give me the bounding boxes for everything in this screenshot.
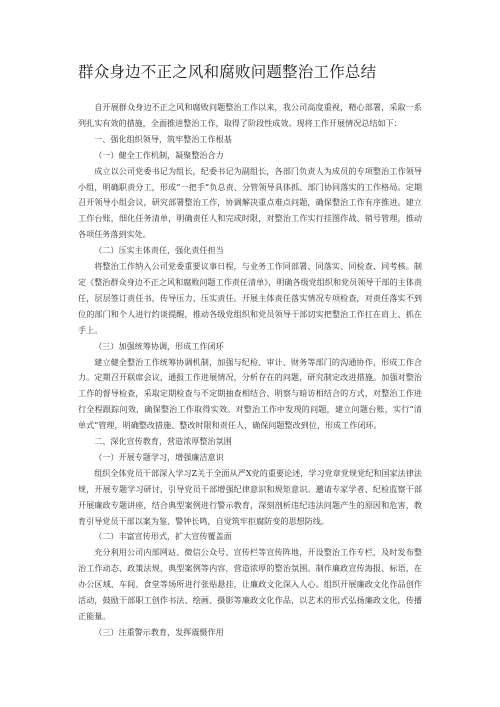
section-2-1-paragraph: 组织全体党员干部深入学习Z关于全面从严X党的重要论述，学习党章党规党纪和国家法律法规，开展专题学习研讨，引导党员干部增强纪律意识和规矩意识。邀请专家学者、纪检监察干部开展廉政专题讲座，结合典型案例进行警示教育，深刻剖析违纪违法问题产生的原因和危害，教育引导党员干部以案为鉴、警钟长鸣，自觉筑牢拒腐防变的思想防线。	[78, 467, 422, 526]
section-2-3-heading: （三）注重警示教育，发挥震慑作用	[94, 626, 224, 637]
intro-paragraph: 自开展群众身边不正之风和腐败问题整治工作以来，我公司高度重视，精心部署，采取一系列扎实有效的措施，全面推进整治工作，取得了阶段性成效。现将工作开展情况总结如下：	[78, 102, 422, 128]
document-title: 群众身边不正之风和腐败问题整治工作总结	[78, 63, 377, 81]
section-1-3-heading: （三）加强统筹协调，形成工作闭环	[94, 340, 224, 351]
section-1-heading: 一、强化组织领导，筑牢整治工作根基	[94, 133, 232, 144]
section-1-2-heading: （二）压实主体责任，强化责任担当	[94, 245, 224, 256]
section-2-2-paragraph: 充分利用公司内部网站、微信公众号、宣传栏等宣传阵地，开设整治工作专栏，及时发布整治工作动态、政策法规、典型案例等内容，营造浓厚的整治氛围。制作廉政宣传海报、标语，在办公区域、车间、食堂等场所进行张贴悬挂，让廉政文化深入人心。组织开展廉政文化作品创作活动，鼓励干部职工创作书法、绘画、摄影等廉政文化作品，以艺术的形式弘扬廉政文化，传播正能量。	[78, 547, 422, 621]
section-2-1-heading: （一）开展专题学习，增强廉洁意识	[94, 451, 224, 462]
section-1-1-paragraph: 成立以公司党委书记为组长，纪委书记为副组长，各部门负责人为成员的专项整治工作领导小组，明确职责分工，形成“一把手”负总责、分管领导具体抓、部门协同落实的工作格局。定期召开领导小组会议，研究部署整治工作，协调解决重点难点问题，确保整治工作有序推进。建立工作台账，细化任务清单，明确责任人和完成时限，对整治工作实行挂图作战、销号管理，推动各项任务落到实处。	[78, 165, 422, 240]
document-body	[78, 100, 422, 641]
section-2-2-heading: （二）丰富宣传形式，扩大宣传覆盖面	[94, 531, 232, 542]
section-1-2-paragraph: 将整治工作纳入公司党委重要议事日程，与业务工作同部署、同落实、同检查、同考核。制定《整治群众身边不正之风和腐败问题工作责任清单》，明确各级党组织和党员领导干部的主体责任，层层签订责任书，传导压力、压实责任。开展主体责任落实情况专项检查，对责任落实不到位的部门和个人进行约谈提醒，推动各级党组织和党员领导干部切实把整治工作扛在肩上、抓在手上。	[78, 261, 422, 335]
section-1-1-heading: （一）健全工作机制，凝聚整治合力	[94, 149, 224, 160]
section-2-heading: 二、深化宣传教育，营造浓厚整治氛围	[94, 436, 232, 447]
section-1-3-paragraph: 建立健全整治工作统筹协调机制，加强与纪检、审计、财务等部门的沟通协作，形成工作合力。定期召开联席会议，通报工作进展情况，分析存在的问题，研究制定改进措施。加强对整治工作的督导检查，采取定期检查与不定期抽查相结合、明察与暗访相结合的方式，对整治工作进行全程跟踪问效，确保整治工作取得实效。对整治工作中发现的问题，建立问题台账，实行“清单式”管理，明确整改措施、整改时限和责任人，确保问题整改到位，形成工作闭环。	[78, 356, 422, 431]
